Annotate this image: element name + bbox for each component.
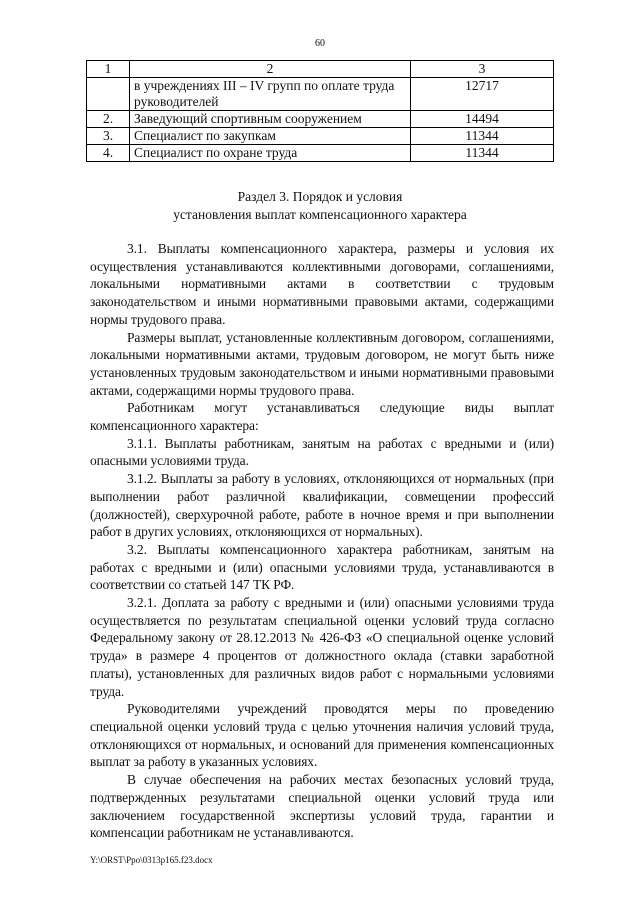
row-number: 4. xyxy=(87,145,130,162)
paragraph: В случае обеспечения на рабочих местах безопасных условий труда, подтвержденных результатами специальной оценки условий труда или заключением государственной экспертизы условий труда, гарантии и компенсации работникам не устанавливаются. xyxy=(90,772,554,841)
page-number: 60 xyxy=(315,38,325,49)
paragraph: 3.1.1. Выплаты работникам, занятым на работах с вредными и (или) опасными условиями труда. xyxy=(90,435,554,469)
section-body xyxy=(90,240,554,842)
table-header-col-3: 3 xyxy=(411,61,554,78)
row-number xyxy=(87,78,130,111)
section-subtitle: установления выплат компенсационного характера xyxy=(173,207,467,222)
table-row xyxy=(87,128,554,145)
salary-table xyxy=(86,60,554,162)
table-header-row xyxy=(87,61,554,78)
row-number: 2. xyxy=(87,111,130,128)
table-row xyxy=(87,78,554,111)
footer-file-path: Y:\ORST\Ppo\0313p165.f23.docx xyxy=(90,855,213,865)
table-header-col-1: 1 xyxy=(87,61,130,78)
paragraph: Размеры выплат, установленные коллективным договором, соглашениями, локальными нормативными актами, трудовым договором, не могут быть ниже установленных трудовым законодательством и иными нормативными правовыми актами, содержащими нормы трудового права. xyxy=(90,329,554,398)
row-position: Заведующий спортивным сооружением xyxy=(130,111,411,128)
table-row xyxy=(87,145,554,162)
row-number: 3. xyxy=(87,128,130,145)
section-heading xyxy=(0,188,640,224)
section-title: Раздел 3. Порядок и условия xyxy=(237,189,403,204)
row-position: Специалист по закупкам xyxy=(130,128,411,145)
paragraph: 3.2. Выплаты компенсационного характера работникам, занятым на работах с вредными и (или) опасными условиями труда, устанавливаются в соответствии со статьей 147 ТК РФ. xyxy=(90,541,554,593)
row-salary: 11344 xyxy=(411,145,554,162)
table-row xyxy=(87,111,554,128)
row-salary: 14494 xyxy=(411,111,554,128)
table-header-col-2: 2 xyxy=(130,61,411,78)
paragraph: 3.2.1. Доплата за работу с вредными и (или) опасными условиями труда осуществляется по результатам специальной оценки условий труда согласно Федеральному закону от 28.12.2013 № 426-ФЗ «О специальной оценке условий труда» в размере 4 процентов от должностного оклада (ставки заработной платы), установленных для различных видов работ с нормальными условиями труда. xyxy=(90,595,554,699)
row-position: Специалист по охране труда xyxy=(130,145,411,162)
paragraph: 3.1. Выплаты компенсационного характера, размеры и условия их осуществления устанавливаются коллективными договорами, соглашениями, локальными нормативными актами в соответствии с трудовым законодательством и иными нормативными правовыми актами, содержащими нормы трудового права. xyxy=(90,241,554,327)
paragraph: Руководителями учреждений проводятся меры по проведению специальной оценки условий труда с целью уточнения наличия условий труда, отклоняющихся от нормальных, и оснований для применения компенсационных выплат за работу в указанных условиях. xyxy=(90,701,554,770)
paragraph: Работникам могут устанавливаться следующие виды выплат компенсационного характера: xyxy=(90,400,554,434)
row-salary: 11344 xyxy=(411,128,554,145)
row-salary: 12717 xyxy=(411,78,554,111)
paragraph: 3.1.2. Выплаты за работу в условиях, отклоняющихся от нормальных (при выполнении работ различной квалификации, совмещении профессий (должностей), сверхурочной работе, работе в ночное время и при выполнении работ в других условиях, отклоняющихся от нормальных). xyxy=(90,471,554,540)
row-position: в учреждениях III – IV групп по оплате труда руководителей xyxy=(130,78,411,111)
